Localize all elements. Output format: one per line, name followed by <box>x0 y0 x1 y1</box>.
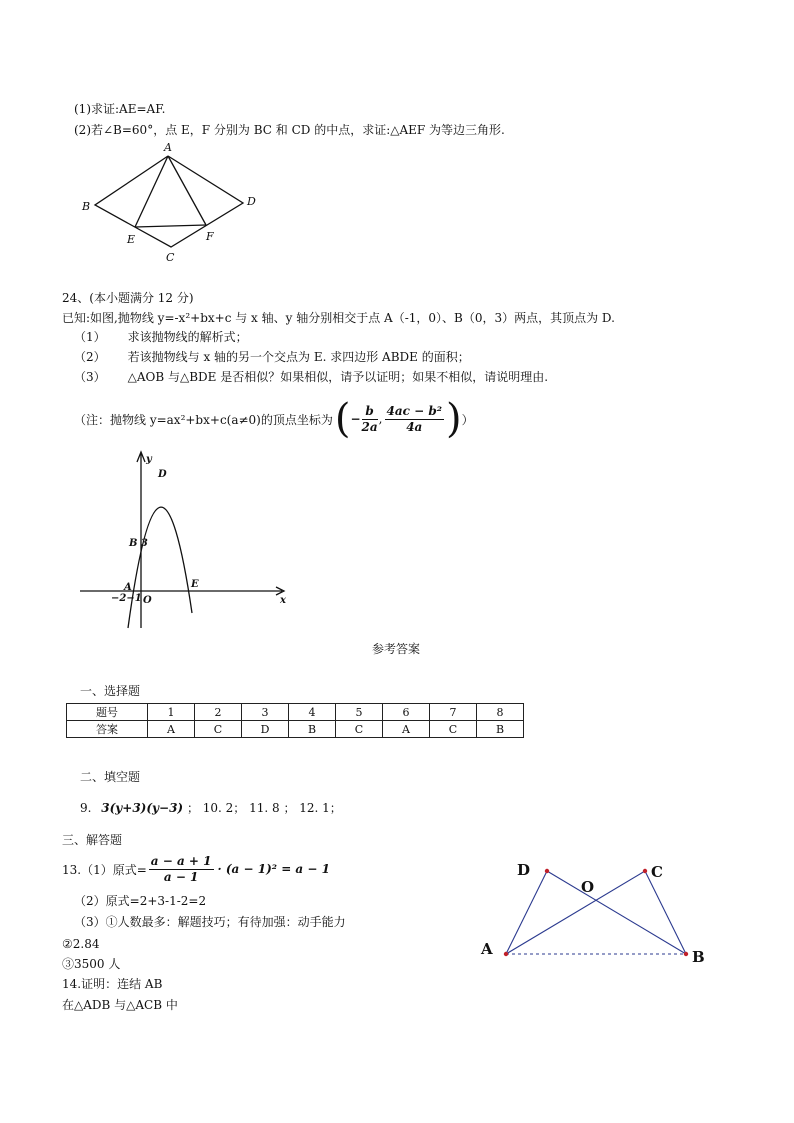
q24-item-2 <box>74 349 470 365</box>
table-cell: A <box>383 721 430 738</box>
label-f: F <box>206 230 214 243</box>
crossed-figure <box>478 856 714 968</box>
label-b: B <box>82 200 91 213</box>
label-e: E <box>127 233 136 246</box>
label-vertex-d: D <box>158 469 167 480</box>
q24-item-3-text: △AOB 与△BDE 是否相似？如果相似，请予以证明；如果不相似，请说明理由. <box>127 370 549 384</box>
table-cell: D <box>242 721 289 738</box>
q24-item-2-num: （2） <box>74 350 106 364</box>
table-cell: A <box>148 721 195 738</box>
answers-title: 参考答案 <box>372 642 421 656</box>
table-cell: 5 <box>336 704 383 721</box>
label-a: A <box>164 141 172 154</box>
label-neg-ticks: −2−1 <box>111 593 142 604</box>
label-b3: B 3 <box>129 538 148 549</box>
fill-rest: ； 10. 2； 11. 8 ； 12. 1； <box>186 801 342 815</box>
table-cell: 6 <box>383 704 430 721</box>
note-prefix: （注：抛物线 y=ax²+bx+c(a≠0)的顶点坐标为 <box>74 412 333 427</box>
q24-title: 24、(本小题满分 12 分) <box>62 291 194 305</box>
segment-af <box>168 156 206 225</box>
note-minus: − <box>350 412 361 426</box>
rhombus-figure <box>78 140 258 266</box>
q23-part2: (2)若∠B=60°，点 E，F 分别为 BC 和 CD 的中点，求证:△AEF 为等边三角形. <box>74 123 505 137</box>
label-c: C <box>651 863 663 881</box>
table-cell: C <box>336 721 383 738</box>
q24-item-3-num: （3） <box>74 370 106 384</box>
q24-item-1 <box>74 329 248 345</box>
note-frac-c: $\frac{\text{4ac − b²}}{4a}$ <box>386 403 442 434</box>
label-o: O <box>581 878 595 896</box>
rhombus-outline <box>95 156 243 247</box>
point-c <box>643 869 647 873</box>
answer-13-3: （3）①人数最多：解题技巧；有待加强：动手能力 <box>74 915 346 929</box>
label-y: y <box>146 454 152 465</box>
section-solutions: 三、解答题 <box>62 833 123 847</box>
answer-13-3c: ③3500 人 <box>62 957 121 971</box>
segment-ef <box>135 225 206 227</box>
table-cell: B <box>289 721 336 738</box>
label-c: C <box>166 251 175 264</box>
q24-item-3 <box>74 369 548 385</box>
a13-rest: · (a − 1)² = a − 1 <box>217 862 330 876</box>
parabola-curve <box>128 507 192 628</box>
q24-item-2-text: 若该抛物线与 x 轴的另一个交点为 E. 求四边形 ABDE 的面积； <box>127 350 470 364</box>
label-o: O <box>143 595 152 606</box>
table-cell: B <box>477 721 524 738</box>
table-row-answers <box>67 721 524 738</box>
point-d <box>545 869 549 873</box>
table-cell: 1 <box>148 704 195 721</box>
section-choice: 一、选择题 <box>80 684 141 698</box>
table-cell: 7 <box>430 704 477 721</box>
answer-table <box>66 703 524 738</box>
fill-answers <box>80 800 342 816</box>
label-d: D <box>517 861 531 879</box>
q24-note: （注：抛物线 y=ax²+bx+c(a≠0)的顶点坐标为 ( − $\frac{b}{2a}$ , $\frac{\text{4ac − b²}}{4a}$ ) ） <box>74 396 474 442</box>
fill-9-num: 9. <box>80 801 92 815</box>
answer-14-2: 在△ADB 与△ACB 中 <box>62 998 178 1012</box>
note-sep: , <box>378 412 383 426</box>
table-header-answer: 答案 <box>67 721 148 738</box>
a13-prefix: 13.（1）原式= <box>62 862 147 877</box>
note-frac-b: $\frac{b}{2a}$ <box>361 403 378 434</box>
table-cell: C <box>430 721 477 738</box>
note-suffix: ） <box>461 412 474 427</box>
table-cell: C <box>195 721 242 738</box>
answer-13-3b: ②2.84 <box>62 937 100 951</box>
answer-14-1: 14.证明：连结 AB <box>62 977 163 991</box>
label-e: E <box>191 579 199 590</box>
table-cell: 8 <box>477 704 524 721</box>
table-cell: 3 <box>242 704 289 721</box>
label-b: B <box>692 948 705 966</box>
fill-9-expr: 3(y+3)(y−3) <box>101 801 184 815</box>
answer-13-1 <box>62 852 330 886</box>
label-a: A <box>124 582 132 593</box>
table-cell: 4 <box>289 704 336 721</box>
point-a <box>504 952 508 956</box>
q23-part1: (1)求证:AE=AF. <box>74 102 166 116</box>
table-cell: 2 <box>195 704 242 721</box>
point-b <box>684 952 688 956</box>
q24-item-1-num: （1） <box>74 330 106 344</box>
q24-given: 已知:如图,抛物线 y=-x²+bx+c 与 x 轴、y 轴分别相交于点 A（-1，0）、B（0，3）两点，其顶点为 D. <box>62 311 615 325</box>
answer-13-2: （2）原式=2+3-1-2=2 <box>74 894 207 908</box>
q24-item-1-text: 求该抛物线的解析式； <box>127 330 248 344</box>
section-fill: 二、填空题 <box>80 770 141 784</box>
table-header-num: 题号 <box>67 704 148 721</box>
label-x: x <box>280 595 286 606</box>
parabola-graph <box>78 448 298 630</box>
a13-fraction: $\frac{a - a + 1}{a - 1}$ <box>150 853 212 884</box>
label-d: D <box>247 195 256 208</box>
label-a: A <box>481 940 493 958</box>
table-row-numbers <box>67 704 524 721</box>
